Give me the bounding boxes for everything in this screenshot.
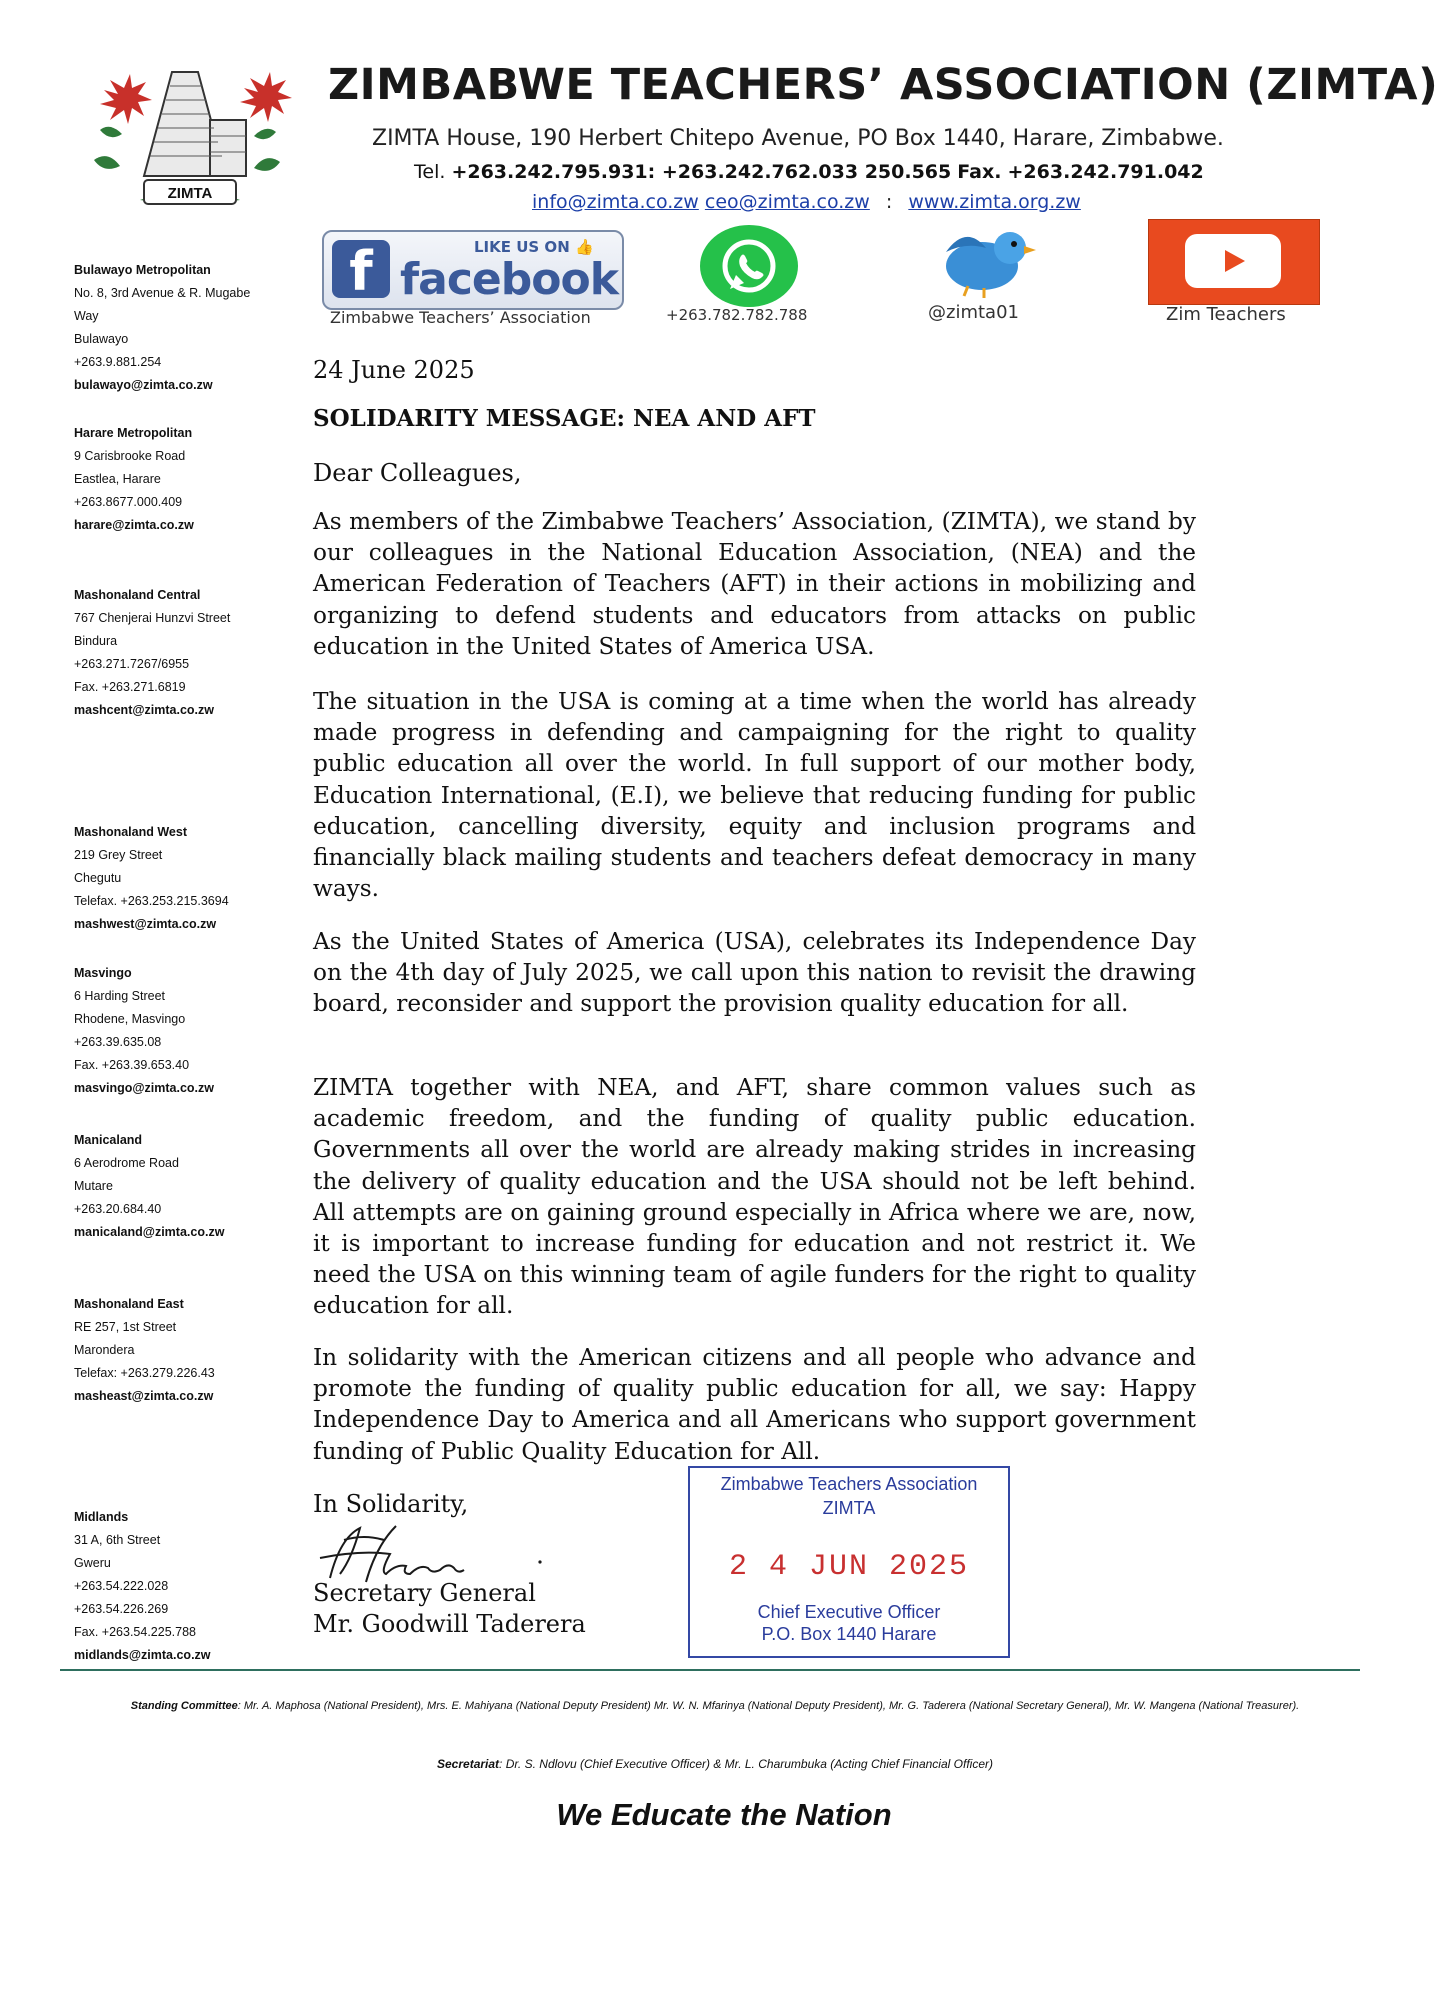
office-title: Bulawayo Metropolitan xyxy=(74,263,211,277)
letter-paragraph: The situation in the USA is coming at a time when the world has already made progress in defending and campaigning for the right to quality public education all over the world. In full support of our mother body, Education International, (E.I), we believe that reducing funding for public education, cancelling diversity, equity and inclusion programs and financially black mailing students and teachers defeat democracy in many ways. xyxy=(313,688,1196,903)
facebook-caption: Zimbabwe Teachers’ Association xyxy=(330,308,591,327)
facebook-icon: f xyxy=(332,240,390,298)
secretariat-text: : Dr. S. Ndlovu (Chief Executive Officer) & Mr. L. Charumbuka (Acting Chief Financial Officer) xyxy=(499,1757,993,1771)
stamp-line: ZIMTA xyxy=(822,1498,876,1518)
motto: We Educate the Nation xyxy=(556,1797,892,1832)
website-link[interactable]: www.zimta.org.zw xyxy=(908,191,1081,213)
organization-name: ZIMBABWE TEACHERS’ ASSOCIATION (ZIMTA) xyxy=(328,60,1439,110)
twitter-caption: @zimta01 xyxy=(928,302,1019,323)
official-stamp xyxy=(688,1466,1010,1658)
stamp-line: Chief Executive Officer xyxy=(757,1602,941,1622)
letter-date: 24 June 2025 xyxy=(313,356,475,384)
office-line: Mutare xyxy=(74,1179,113,1193)
office-email[interactable]: harare@zimta.co.zw xyxy=(74,518,194,532)
office-line: Bindura xyxy=(74,634,118,648)
office-line: Chegutu xyxy=(74,871,122,885)
youtube-icon xyxy=(1185,234,1281,288)
signer-title: Secretary General xyxy=(313,1579,536,1607)
letter-greeting: Dear Colleagues, xyxy=(313,459,522,487)
office-line: Way xyxy=(74,309,99,323)
office-mashonaland-west xyxy=(74,821,229,936)
facebook-wordmark: facebook xyxy=(400,254,618,305)
facebook-badge[interactable] xyxy=(322,230,624,310)
office-title: Mashonaland Central xyxy=(74,588,201,602)
thumbs-up-icon: 👍 xyxy=(574,238,594,256)
office-line: Fax. +263.54.225.788 xyxy=(74,1625,196,1639)
secretariat-label: Secretariat xyxy=(437,1757,500,1771)
letter-closing: In Solidarity, xyxy=(313,1490,469,1518)
office-email[interactable]: midlands@zimta.co.zw xyxy=(74,1648,211,1662)
office-email[interactable]: mashcent@zimta.co.zw xyxy=(74,703,215,717)
office-line: +263.54.226.269 xyxy=(74,1602,169,1616)
office-mashonaland-central xyxy=(74,584,230,722)
office-email[interactable]: masheast@zimta.co.zw xyxy=(74,1389,214,1403)
office-harare xyxy=(74,422,194,537)
office-email[interactable]: mashwest@zimta.co.zw xyxy=(74,917,217,931)
stamp-date: 2 4 JUN 2025 xyxy=(728,1550,970,1584)
office-line: +263.39.635.08 xyxy=(74,1035,162,1049)
info-email-link[interactable]: info@zimta.co.zw xyxy=(532,191,699,213)
office-line: +263.8677.000.409 xyxy=(74,495,183,509)
stamp-line: Zimbabwe Teachers Association xyxy=(720,1474,978,1494)
letter-paragraph: As members of the Zimbabwe Teachers’ Association, (ZIMTA), we stand by our colleagues in the National Education Association, (NEA) and the American Federation of Teachers (AFT) in their actions in mobilizing and organizing to defend students and educators from attacks on public education in the United States of America USA. xyxy=(313,508,1196,660)
secretariat xyxy=(70,1757,1360,1771)
organization-phones xyxy=(414,161,1204,183)
office-title: Mashonaland East xyxy=(74,1297,184,1311)
office-title: Mashonaland West xyxy=(74,825,187,839)
fax-number: +263.242.791.042 xyxy=(1007,161,1204,183)
office-line: Eastlea, Harare xyxy=(74,472,161,486)
tel-label: Tel. xyxy=(414,161,446,183)
signer-name: Mr. Goodwill Taderera xyxy=(313,1610,586,1638)
zimta-logo xyxy=(80,60,300,218)
office-line: Fax. +263.271.6819 xyxy=(74,680,186,694)
facebook-like-label: LIKE US ON 👍 xyxy=(474,238,594,256)
office-title: Masvingo xyxy=(74,966,132,980)
office-email[interactable]: bulawayo@zimta.co.zw xyxy=(74,378,213,392)
standing-committee xyxy=(70,1694,1360,1719)
standing-label: Standing Committee xyxy=(130,1700,238,1712)
office-title: Manicaland xyxy=(74,1133,143,1147)
office-manicaland xyxy=(74,1129,224,1244)
youtube-badge[interactable] xyxy=(1148,219,1320,305)
letter-paragraph: In solidarity with the American citizens and all people who advance and promote the funding of quality public education for all, we say: Happy Independence Day to America and all Americans who support government funding of Public Quality Education for All. xyxy=(313,1344,1196,1465)
office-line: Rhodene, Masvingo xyxy=(74,1012,186,1026)
footer-divider xyxy=(60,1669,1360,1671)
office-line: Marondera xyxy=(74,1343,135,1357)
office-line: +263.20.684.40 xyxy=(74,1202,162,1216)
office-midlands xyxy=(74,1506,211,1667)
office-line: 6 Harding Street xyxy=(74,989,166,1003)
office-email[interactable]: masvingo@zimta.co.zw xyxy=(74,1081,214,1095)
office-line: No. 8, 3rd Avenue & R. Mugabe xyxy=(74,286,251,300)
office-bulawayo xyxy=(74,259,250,397)
stamp-line: P.O. Box 1440 Harare xyxy=(761,1624,937,1644)
office-email[interactable]: manicaland@zimta.co.zw xyxy=(74,1225,225,1239)
letter-subject: SOLIDARITY MESSAGE: NEA AND AFT xyxy=(313,405,816,432)
office-line: Telefax: +263.279.226.43 xyxy=(74,1366,215,1380)
office-line: Bulawayo xyxy=(74,332,129,346)
office-line: 9 Carisbrooke Road xyxy=(74,449,186,463)
whatsapp-caption: +263.782.782.788 xyxy=(666,306,808,324)
letter-paragraph: As the United States of America (USA), celebrates its Independence Day on the 4th day of July 2025, we call upon this nation to revisit the drawing board, reconsider and support the provision quality education for all. xyxy=(313,928,1196,1018)
organization-address: ZIMTA House, 190 Herbert Chitepo Avenue, PO Box 1440, Harare, Zimbabwe. xyxy=(372,126,1224,151)
organization-links xyxy=(532,191,1081,213)
office-masvingo xyxy=(74,962,214,1100)
office-line: +263.271.7267/6955 xyxy=(74,657,190,671)
office-line: 767 Chenjerai Hunzvi Street xyxy=(74,611,231,625)
standing-text: : Mr. A. Maphosa (National President), Mrs. E. Mahiyana (National Deputy President) Mr. W. N. Mfarinya (National Deputy President), Mr. G. Taderera (National Secretary General), Mr. W. Mangena (National Treasurer). xyxy=(237,1700,1300,1712)
office-line: +263.54.222.028 xyxy=(74,1579,169,1593)
office-line: 6 Aerodrome Road xyxy=(74,1156,179,1170)
letter-paragraph: ZIMTA together with NEA, and AFT, share common values such as academic freedom, and the funding of quality public education. Governments all over the world are already making strides in increasing the delivery of quality education and the USA should not be left behind. All attempts are on gaining ground especially in Africa where we are, now, it is important to increase funding for education and not restrict it. We need the USA on this winning team of agile funders for the right to quality education for all. xyxy=(313,1074,1196,1320)
link-separator: : xyxy=(885,191,893,213)
office-line: Telefax. +263.253.215.3694 xyxy=(74,894,229,908)
tel-numbers: +263.242.795.931: +263.242.762.033 250.565 xyxy=(451,161,952,183)
office-line: RE 257, 1st Street xyxy=(74,1320,177,1334)
office-line: +263.9.881.254 xyxy=(74,355,162,369)
svg-text:ZIMTA: ZIMTA xyxy=(167,185,213,202)
office-title: Harare Metropolitan xyxy=(74,426,193,440)
office-line: Gweru xyxy=(74,1556,111,1570)
twitter-bird-icon[interactable] xyxy=(928,222,1038,298)
youtube-caption: Zim Teachers xyxy=(1166,304,1286,325)
office-mashonaland-east xyxy=(74,1293,215,1408)
office-line: 219 Grey Street xyxy=(74,848,163,862)
office-line: 31 A, 6th Street xyxy=(74,1533,161,1547)
office-title: Midlands xyxy=(74,1510,129,1524)
ceo-email-link[interactable]: ceo@zimta.co.zw xyxy=(704,191,870,213)
office-line: Fax. +263.39.653.40 xyxy=(74,1058,190,1072)
whatsapp-icon[interactable] xyxy=(700,225,798,307)
fax-label: Fax. xyxy=(957,161,1002,183)
